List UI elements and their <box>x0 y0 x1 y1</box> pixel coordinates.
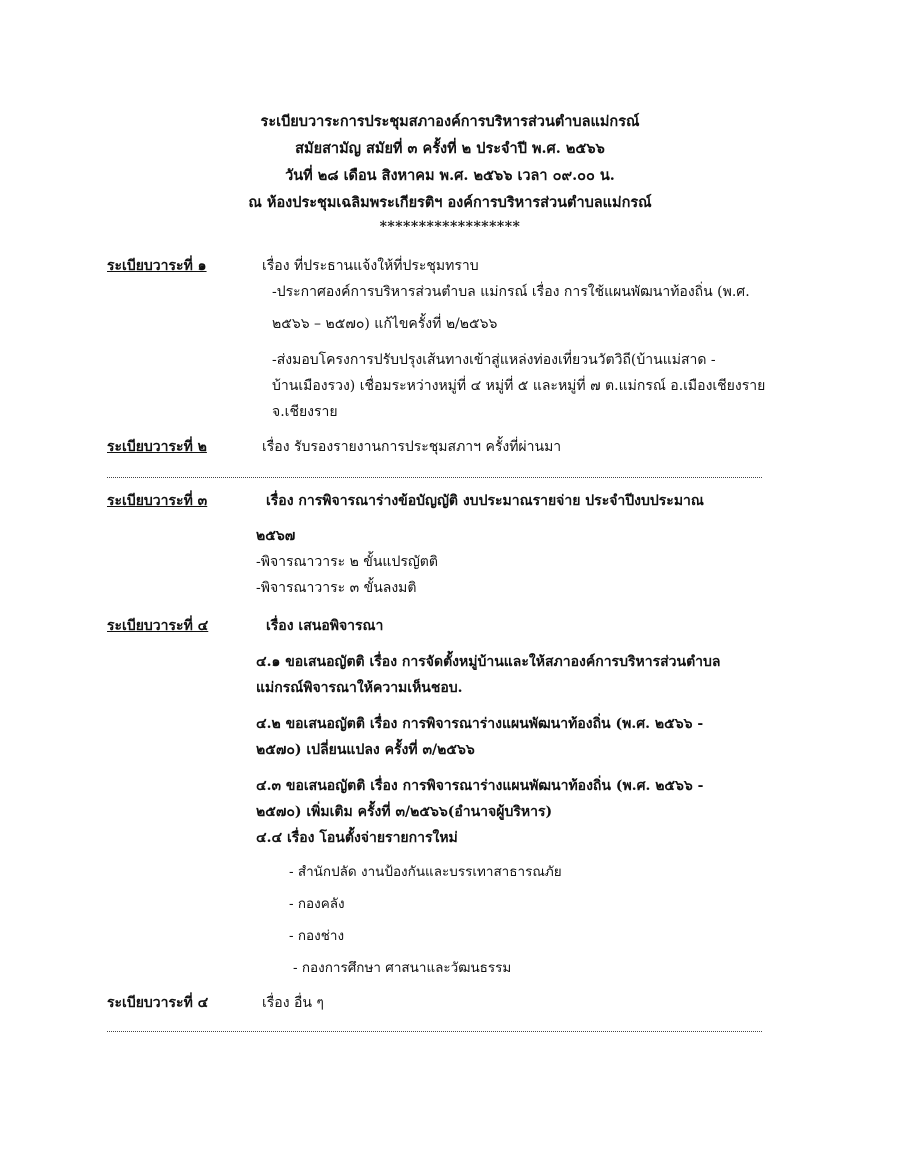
document-header <box>0 108 900 238</box>
agenda-1-item-2-line-1: -ส่งมอบโครงการปรับปรุงเส้นทางเข้าสู่แหล่งท่องเที่ยวนวัตวิถี(บ้านแม่สาด - <box>272 352 716 368</box>
agenda-4-item-1-line-2: แม่กรณ์พิจารณาให้ความเห็นชอบ. <box>256 680 463 696</box>
agenda-4-item-2-line-2: ๒๕๗๐) เปลี่ยนแปลง ครั้งที่ ๓/๒๕๖๖ <box>256 742 475 758</box>
agenda-4-sub-item-4: - กองการศึกษา ศาสนาและวัฒนธรรม <box>293 960 512 976</box>
agenda-5-title: เรื่อง อื่น ๆ <box>262 995 324 1011</box>
header-session: สมัยสามัญ สมัยที่ ๓ ครั้งที่ ๒ ประจำปี พ.ศ. ๒๕๖๖ <box>295 140 605 157</box>
agenda-4-item-2-line-1: ๔.๒ ขอเสนอญัตติ เรื่อง การพิจารณาร่างแผนพัฒนาท้องถิ่น (พ.ศ. ๒๕๖๖ - <box>256 716 704 732</box>
agenda-3-item-1: -พิจารณาวาระ ๒ ขั้นแปรญัตติ <box>256 554 438 570</box>
agenda-4-item-3-line-2: ๒๕๗๐) เพิ่มเติม ครั้งที่ ๓/๒๕๖๖(อำนาจผู้บริหาร) <box>256 804 553 820</box>
agenda-1-title: เรื่อง ที่ประธานแจ้งให้ที่ประชุมทราบ <box>262 258 479 274</box>
agenda-3-title-line-2: ๒๕๖๗ <box>256 528 296 544</box>
dotted-divider <box>107 477 762 478</box>
agenda-2-label: ระเบียบวาระที่ ๒ <box>107 439 207 455</box>
agenda-1-label: ระเบียบวาระที่ ๑ <box>107 258 207 274</box>
agenda-4-sub-item-2: - กองคลัง <box>289 896 345 912</box>
header-separator: ****************** <box>379 219 521 235</box>
agenda-4-label: ระเบียบวาระที่ ๔ <box>107 618 209 634</box>
agenda-2-title: เรื่อง รับรองรายงานการประชุมสภาฯ ครั้งที่ผ่านมา <box>262 439 562 455</box>
dotted-divider-bottom <box>107 1031 762 1032</box>
agenda-4-item-3-line-1: ๔.๓ ขอเสนอญัตติ เรื่อง การพิจารณาร่างแผนพัฒนาท้องถิ่น (พ.ศ. ๒๕๖๖ - <box>256 778 704 794</box>
agenda-4-sub-item-3: - กองช่าง <box>289 928 345 944</box>
agenda-4-title: เรื่อง เสนอพิจารณา <box>266 618 384 634</box>
header-date-time: วันที่ ๒๘ เดือน สิงหาคม พ.ศ. ๒๕๖๖ เวลา ๐๙.๐๐ น. <box>285 167 615 184</box>
header-title: ระเบียบวาระการประชุมสภาองค์การบริหารส่วนตำบลแม่กรณ์ <box>260 113 640 130</box>
agenda-3-item-2: -พิจารณาวาระ ๓ ขั้นลงมติ <box>256 580 417 596</box>
agenda-4-item-1-line-1: ๔.๑ ขอเสนอญัตติ เรื่อง การจัดตั้งหมู่บ้านและให้สภาองค์การบริหารส่วนตำบล <box>256 654 721 670</box>
agenda-3-title-line-1: เรื่อง การพิจารณาร่างข้อบัญญัติ งบประมาณรายจ่าย ประจำปีงบประมาณ <box>266 493 704 509</box>
agenda-3-label: ระเบียบวาระที่ ๓ <box>107 493 208 509</box>
agenda-4-sub-item-1: - สำนักปลัด งานป้องกันและบรรเทาสาธารณภัย <box>289 864 562 880</box>
agenda-1-item-1-line-1: -ประกาศองค์การบริหารส่วนตำบล แม่กรณ์ เรื่อง การใช้แผนพัฒนาท้องถิ่น (พ.ศ. <box>272 284 750 300</box>
agenda-4-item-4: ๔.๔ เรื่อง โอนตั้งจ่ายรายการใหม่ <box>256 830 458 846</box>
agenda-1-item-2-line-3: จ.เชียงราย <box>272 404 338 420</box>
agenda-5-label: ระเบียบวาระที่ ๔ <box>107 995 209 1011</box>
agenda-1-item-1-line-2: ๒๕๖๖ – ๒๕๗๐) แก้ไขครั้งที่ ๒/๒๕๖๖ <box>272 316 498 332</box>
header-venue: ณ ห้องประชุมเฉลิมพระเกียรติฯ องค์การบริหารส่วนตำบลแม่กรณ์ <box>248 194 652 211</box>
agenda-1-item-2-line-2: บ้านเมืองรวง) เชื่อมระหว่างหมู่ที่ ๔ หมู่ที่ ๕ และหมู่ที่ ๗ ต.แม่กรณ์ อ.เมืองเชียงราย <box>272 378 766 394</box>
